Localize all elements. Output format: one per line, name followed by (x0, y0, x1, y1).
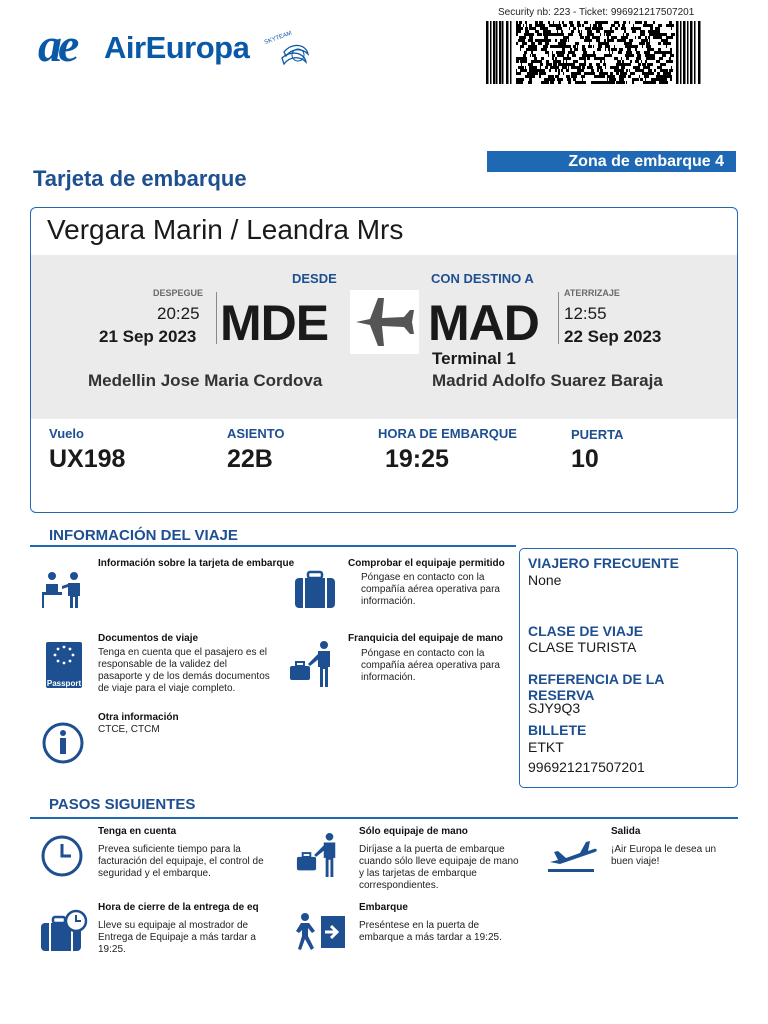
origin-code: MDE (220, 295, 329, 351)
arrival-date: 22 Sep 2023 (564, 327, 662, 346)
info-icon (41, 721, 85, 765)
step-baggage-deadline-title: Hora de cierre de la entrega de eq (98, 902, 259, 913)
section-divider (30, 545, 516, 547)
hand-baggage-text: Póngase en contacto con la compañía aérea operativa para información. (361, 648, 500, 683)
seat-number: 22B (227, 445, 273, 473)
destination-city: Madrid Adolfo Suarez Baraja (432, 371, 663, 390)
step-hand-only-title: Sólo equipaje de mano (359, 826, 468, 837)
boarding-gate-icon (295, 912, 347, 952)
boarding-zone-badge: Zona de embarque 4 (487, 151, 736, 172)
step-hand-only-text: Diríjase a la puerta de embarque cuando sólo lleve equipaje de mano y las tarjetas de embarque correspondientes. (359, 844, 519, 891)
departure-date: 21 Sep 2023 (99, 327, 197, 346)
frequent-flyer-value: None (528, 572, 562, 588)
hand-luggage-only-icon (295, 832, 341, 878)
plane-icon (350, 290, 419, 354)
eu-stars-icon (46, 642, 82, 672)
divider (558, 292, 559, 344)
origin-city: Medellin Jose Maria Cordova (88, 371, 323, 390)
barcode-pdf417 (486, 21, 701, 84)
step-note-title: Tenga en cuenta (98, 826, 177, 837)
arrival-time: 12:55 (564, 304, 607, 323)
section-divider (30, 817, 738, 819)
departure-label: DESPEGUE (153, 288, 204, 298)
other-info-title: Otra información (98, 712, 179, 723)
suitcase-icon (293, 570, 337, 610)
brand-name: AirEuropa (104, 30, 250, 65)
boarding-time: 19:25 (385, 445, 449, 473)
takeoff-icon (546, 836, 598, 874)
hand-luggage-icon (288, 640, 336, 688)
card-info-title: Información sobre la tarjeta de embarque (98, 558, 295, 569)
step-boarding-text: Preséntese en la puerta de embarque a más tardar a 19:25. (359, 920, 502, 943)
from-label: DESDE (292, 271, 337, 286)
check-in-counter-icon (40, 570, 86, 610)
passport-label: Passport (46, 679, 82, 688)
passenger-name: Vergara Marin / Leandra Mrs (47, 214, 404, 245)
step-baggage-deadline-text: Lleve su equipaje al mostrador de Entrega de Equipaje a más tardar a 19:25. (98, 920, 256, 955)
other-info-text: CTCE, CTCM (98, 724, 160, 735)
baggage-check-title: Comprobar el equipaje permitido (348, 558, 505, 569)
terminal: Terminal 1 (432, 349, 516, 368)
clock-icon (40, 834, 84, 878)
page-title: Tarjeta de embarque (33, 166, 247, 191)
departure-time: 20:25 (157, 304, 200, 323)
plane-box (350, 290, 419, 354)
passport-icon (46, 642, 82, 688)
step-departure-title: Salida (611, 826, 641, 837)
ticket-label: BILLETE (528, 722, 587, 738)
gate-number: 10 (571, 445, 599, 473)
seat-label: ASIENTO (227, 426, 285, 441)
trip-info-title: INFORMACIÓN DEL VIAJE (49, 527, 238, 544)
security-ticket-line: Security nb: 223 - Ticket: 996921217507201 (498, 7, 695, 18)
gate-label: PUERTA (571, 427, 624, 442)
divider (216, 292, 217, 344)
brand-mark: ae (38, 19, 76, 72)
arrival-label: ATERRIZAJE (564, 288, 620, 298)
flight-number: UX198 (49, 445, 126, 473)
baggage-deadline-icon (39, 909, 89, 953)
flight-label: Vuelo (49, 426, 84, 441)
destination-code: MAD (428, 295, 539, 351)
travel-class-label: CLASE DE VIAJE (528, 623, 644, 639)
travel-docs-text: Tenga en cuenta que el pasajero es el responsable de la validez del pasaporte y de los demás documentos de viaje para el viaje completo. (98, 647, 270, 694)
step-note-text: Prevea suficiente tiempo para la facturación del equipaje, el control de seguridad y el embarque. (98, 844, 264, 879)
frequent-flyer-label: VIAJERO FRECUENTE (528, 555, 679, 571)
to-label: CON DESTINO A (431, 271, 534, 286)
travel-class-value: CLASE TURISTA (528, 639, 637, 655)
booking-ref-value: SJY9Q3 (528, 700, 581, 716)
next-steps-title: PASOS SIGUIENTES (49, 796, 196, 813)
skyteam-logo-icon (262, 24, 314, 76)
step-boarding-title: Embarque (359, 902, 408, 913)
hand-baggage-title: Franquicia del equipaje de mano (348, 633, 504, 644)
step-departure-text: ¡Air Europa le desea un buen viaje! (611, 844, 717, 867)
ticket-type: ETKT (528, 739, 564, 755)
baggage-check-text: Póngase en contacto con la compañía aérea operativa para información. (361, 572, 500, 607)
ticket-number: 996921217507201 (528, 759, 645, 775)
alliance-name: SKYTEAM (263, 30, 293, 47)
boarding-time-label: HORA DE EMBARQUE (378, 426, 517, 441)
travel-docs-title: Documentos de viaje (98, 633, 199, 644)
booking-ref-label: REFERENCIA DE LA RESERVA (528, 671, 664, 703)
